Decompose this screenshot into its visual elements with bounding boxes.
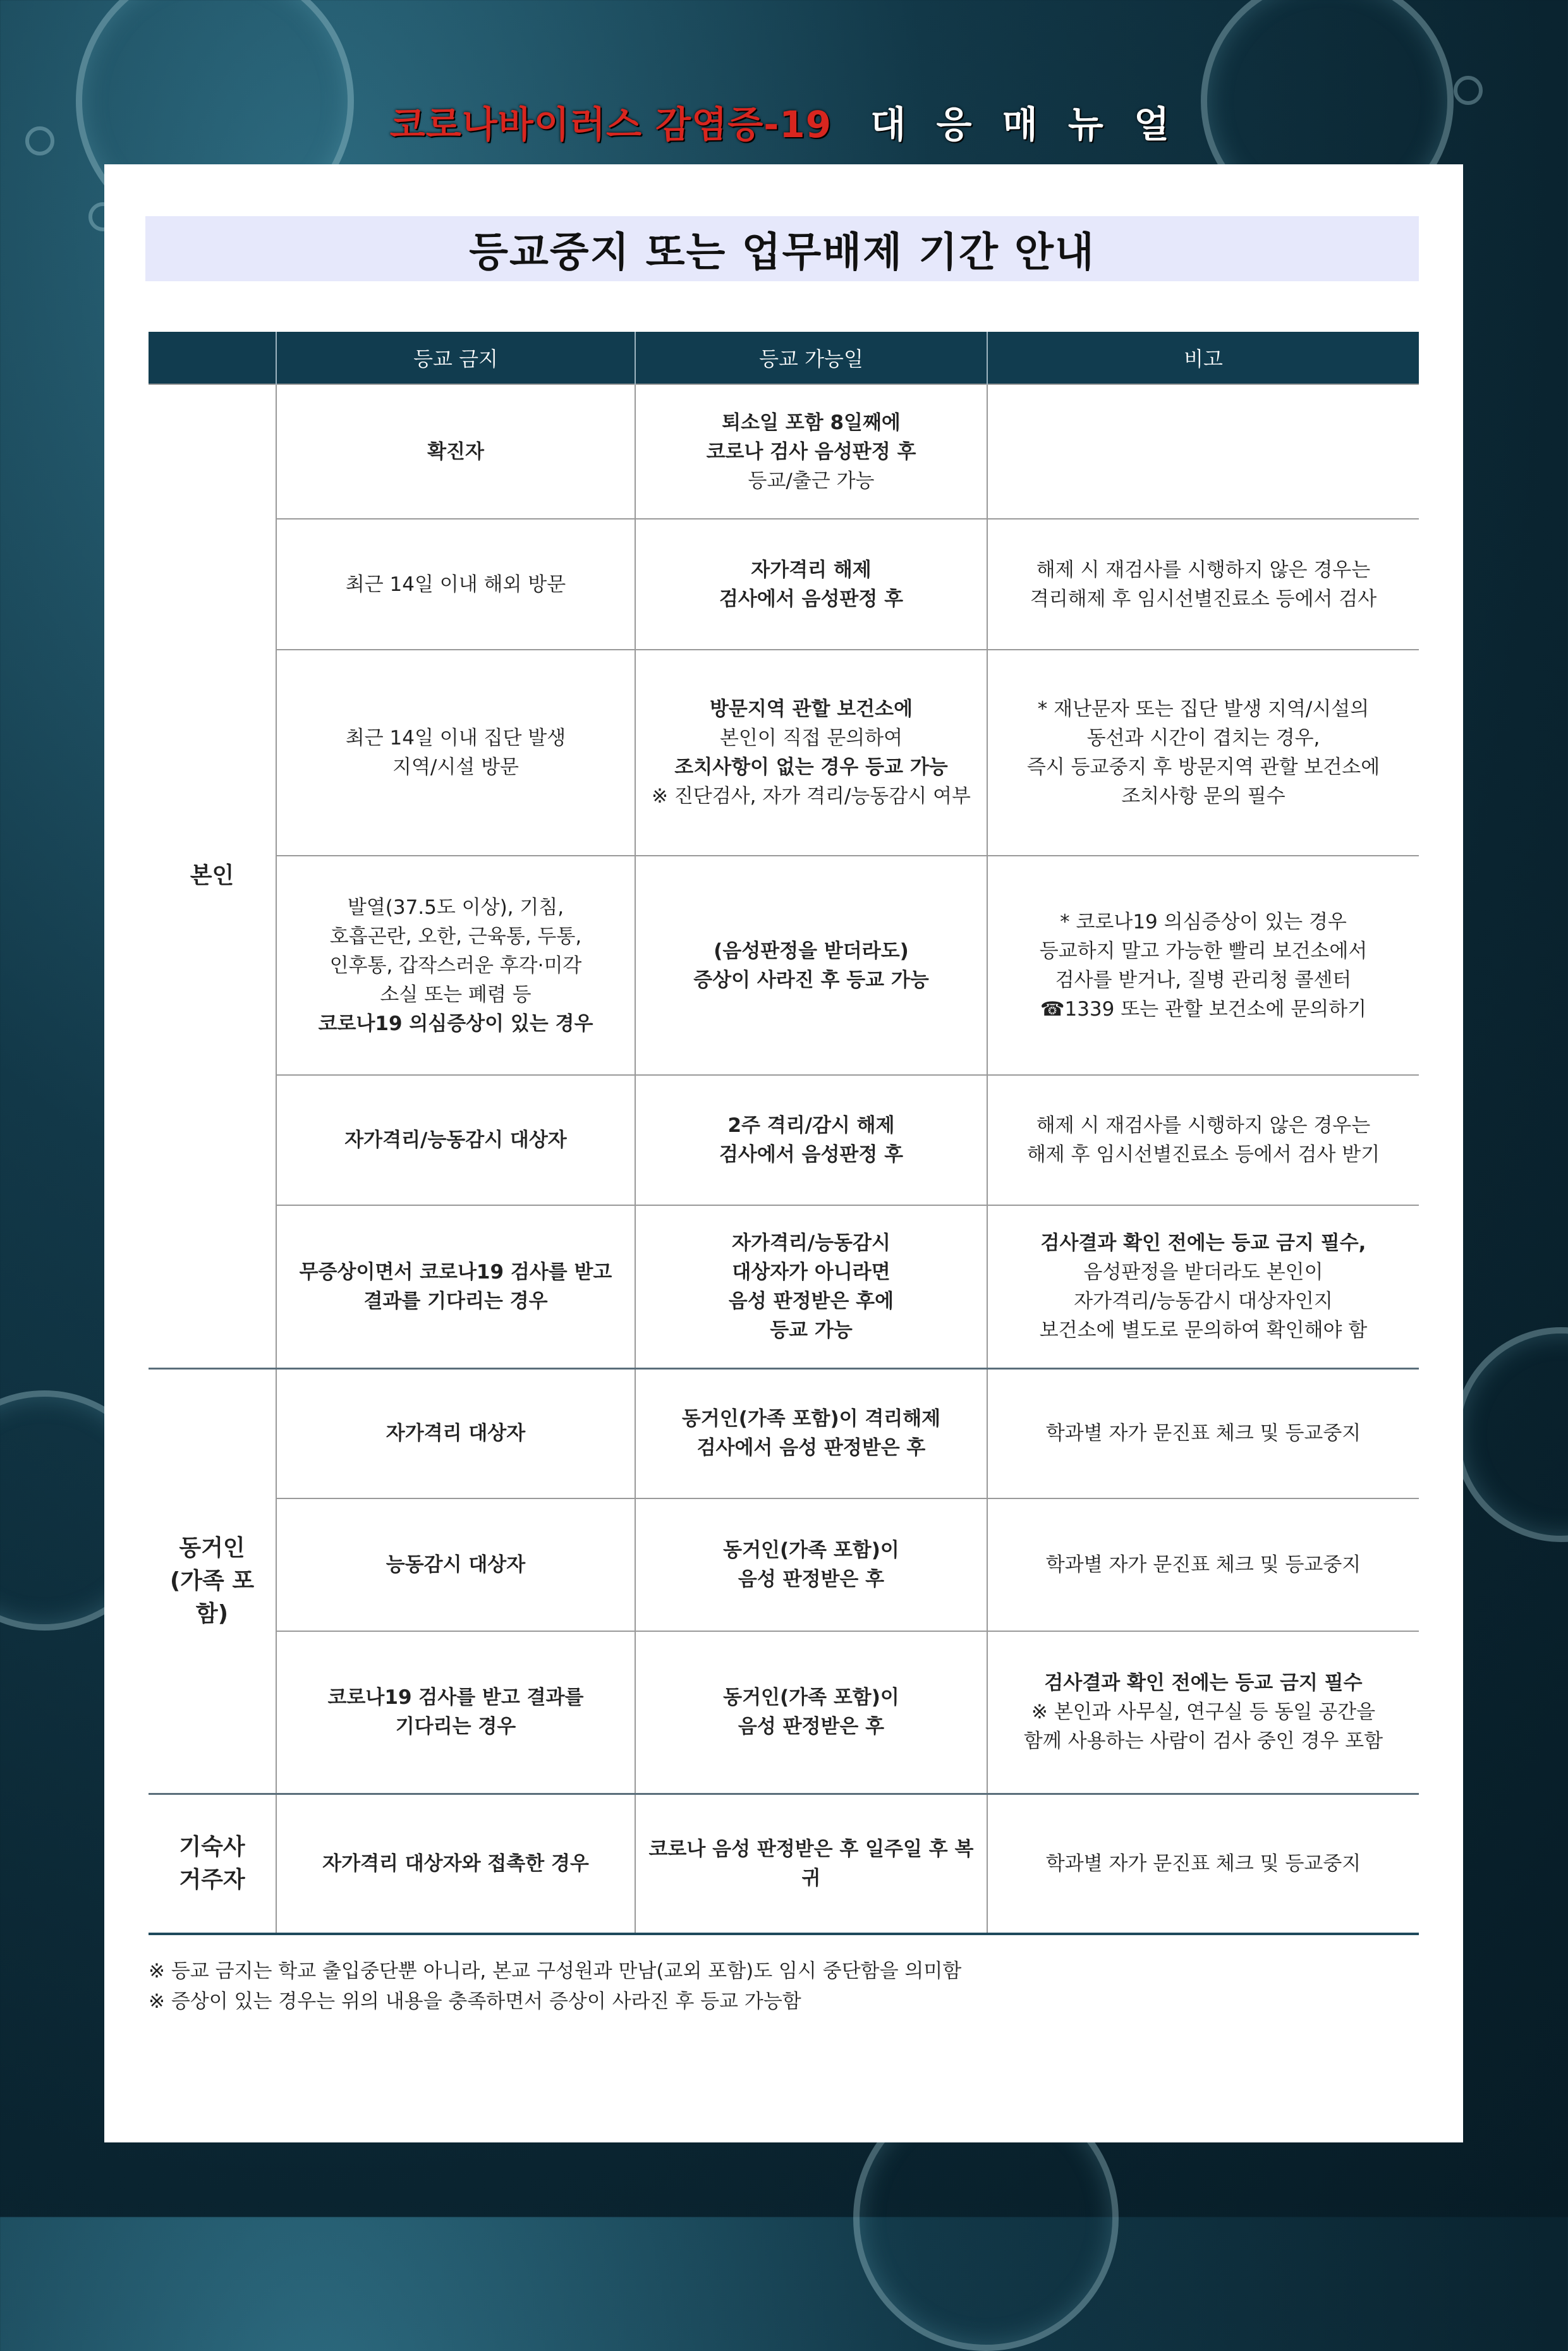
note-cell: * 코로나19 의심증상이 있는 경우 등교하지 말고 가능한 빨리 보건소에서 검사를 받거나, 질병 관리청 콜센터 ☎1339 또는 관할 보건소에 문의하기: [987, 856, 1419, 1075]
note-cell: 해제 시 재검사를 시행하지 않은 경우는 격리해제 후 임시선별진료소 등에서 검사: [987, 519, 1419, 650]
footnote: ※ 등교 금지는 학교 출입중단뿐 아니라, 본교 구성원과 만남(교외 포함)도 임시 중단함을 의미함: [149, 1960, 962, 1983]
table-row: [149, 519, 1419, 650]
possible-cell: 동거인(가족 포함)이 음성 판정받은 후: [635, 1498, 987, 1631]
col-header-group: [149, 332, 276, 384]
note-cell: 학과별 자가 문진표 체크 및 등교중지: [987, 1794, 1419, 1934]
possible-cell: 2주 격리/감시 해제 검사에서 음성판정 후: [635, 1075, 987, 1205]
table-row: [149, 1205, 1419, 1368]
possible-cell: 코로나 음성 판정받은 후 일주일 후 복귀: [635, 1794, 987, 1934]
forbid-cell: 자가격리 대상자: [276, 1368, 635, 1498]
possible-cell: (음성판정을 받더라도) 증상이 사라진 후 등교 가능: [635, 856, 987, 1075]
col-header-possible: 등교 가능일: [635, 332, 987, 384]
table-row: [149, 1075, 1419, 1205]
possible-cell: 동거인(가족 포함)이 음성 판정받은 후: [635, 1631, 987, 1794]
possible-cell: 퇴소일 포함 8일째에 코로나 검사 음성판정 후 등교/출근 가능: [635, 384, 987, 519]
note-cell: 학과별 자가 문진표 체크 및 등교중지: [987, 1368, 1419, 1498]
footnote: ※ 증상이 있는 경우는 위의 내용을 충족하면서 증상이 사라진 후 등교 가능함: [149, 1990, 801, 2013]
forbid-cell: 발열(37.5도 이상), 기침, 호흡곤란, 오한, 근육통, 두통, 인후통, 갑작스러운 후각·미각 소실 또는 폐렴 등 코로나19 의심증상이 있는 경우: [276, 856, 635, 1075]
note-cell: [987, 384, 1419, 519]
possible-cell: 동거인(가족 포함)이 격리해제 검사에서 음성 판정받은 후: [635, 1368, 987, 1498]
note-cell: 검사결과 확인 전에는 등교 금지 필수 ※ 본인과 사무실, 연구실 등 동일 공간을 함께 사용하는 사람이 검사 중인 경우 포함: [987, 1631, 1419, 1794]
content-card: [104, 164, 1463, 2142]
col-header-forbid: 등교 금지: [276, 332, 635, 384]
table-row: [149, 856, 1419, 1075]
table-row: [149, 1368, 1419, 1498]
note-cell: * 재난문자 또는 집단 발생 지역/시설의 동선과 시간이 겹치는 경우, 즉시 등교중지 후 방문지역 관할 보건소에 조치사항 문의 필수: [987, 650, 1419, 856]
possible-cell: 방문지역 관할 보건소에 본인이 직접 문의하여 조치사항이 없는 경우 등교 가능 ※ 진단검사, 자가 격리/능동감시 여부: [635, 650, 987, 856]
forbid-cell: 코로나19 검사를 받고 결과를 기다리는 경우: [276, 1631, 635, 1794]
manual-title: [0, 95, 1568, 148]
group-label-cohabitant: 동거인 (가족 포함): [149, 1368, 276, 1794]
forbid-cell: 자가격리/능동감시 대상자: [276, 1075, 635, 1205]
group-label-self: 본인: [149, 384, 276, 1368]
forbid-cell: 능동감시 대상자: [276, 1498, 635, 1631]
forbid-cell: 확진자: [276, 384, 635, 519]
possible-cell: 자가격리/능동감시 대상자가 아니라면 음성 판정받은 후에 등교 가능: [635, 1205, 987, 1368]
col-header-note: 비고: [987, 332, 1419, 384]
note-cell: 검사결과 확인 전에는 등교 금지 필수, 음성판정을 받더라도 본인이 자가격리/능동감시 대상자인지 보건소에 별도로 문의하여 확인해야 함: [987, 1205, 1419, 1368]
note-cell: 해제 시 재검사를 시행하지 않은 경우는 해제 후 임시선별진료소 등에서 검사 받기: [987, 1075, 1419, 1205]
table-row: [149, 1631, 1419, 1794]
forbid-cell: 자가격리 대상자와 접촉한 경우: [276, 1794, 635, 1934]
group-label-dormitory: 기숙사 거주자: [149, 1794, 276, 1934]
title-white: 대 응 매 뉴 얼: [870, 103, 1179, 146]
quarantine-table: [149, 332, 1419, 1935]
footnotes: [149, 1956, 961, 2017]
title-red: 코로나바이러스 감염증-19: [389, 103, 832, 146]
page-subtitle: 등교중지 또는 업무배제 기간 안내: [145, 216, 1419, 281]
forbid-cell: 최근 14일 이내 해외 방문: [276, 519, 635, 650]
table-row: [149, 384, 1419, 519]
table-row: [149, 650, 1419, 856]
table-header-row: [149, 332, 1419, 384]
table-row: [149, 1794, 1419, 1934]
table-row: [149, 1498, 1419, 1631]
possible-cell: 자가격리 해제 검사에서 음성판정 후: [635, 519, 987, 650]
note-cell: 학과별 자가 문진표 체크 및 등교중지: [987, 1498, 1419, 1631]
forbid-cell: 최근 14일 이내 집단 발생 지역/시설 방문: [276, 650, 635, 856]
forbid-cell: 무증상이면서 코로나19 검사를 받고 결과를 기다리는 경우: [276, 1205, 635, 1368]
